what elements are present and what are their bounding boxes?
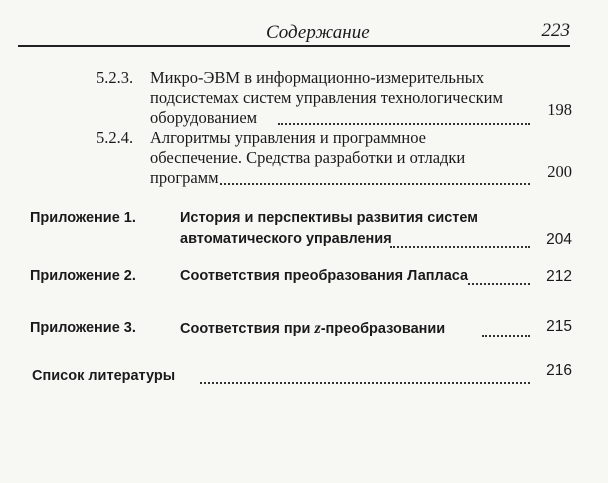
dot-leader [390, 246, 530, 248]
running-title: Содержание [266, 22, 370, 43]
page-ref: 198 [547, 100, 572, 119]
page-number: 223 [541, 20, 570, 41]
appendix-title [180, 318, 445, 340]
section-title [150, 68, 510, 128]
toc-entry-5-2-4[interactable] [96, 128, 572, 190]
section-number: 5.2.3. [96, 68, 134, 87]
appendix-title-line: История и перспективы развития систем [180, 210, 479, 226]
page-ref: 204 [546, 231, 572, 248]
dot-leader [200, 382, 530, 384]
page-header [18, 18, 570, 44]
dot-leader [278, 123, 530, 125]
appendix-title-line: автоматического управления [180, 231, 392, 247]
dot-leader [220, 183, 530, 185]
appendix-label: Приложение 1. [30, 210, 136, 226]
appendix-title: Соответствия преобразования Лапласа [180, 268, 469, 284]
toc-entry-appendix-1[interactable] [30, 208, 572, 254]
toc-entry-references[interactable] [32, 360, 572, 384]
header-rule [18, 45, 570, 47]
references-label: Список литературы [32, 368, 176, 384]
title-part: Соответствия при [180, 321, 315, 337]
title-part-italic: z [314, 320, 321, 337]
appendix-label: Приложение 3. [30, 320, 136, 336]
title-line: оборудованием [150, 108, 258, 127]
page-ref: 212 [546, 268, 572, 285]
title-part: -преобразовании [320, 321, 446, 337]
toc-entry-5-2-3[interactable] [96, 68, 572, 130]
toc-entry-appendix-2[interactable] [30, 266, 572, 290]
title-line: Алгоритмы управления и программное [150, 128, 426, 147]
page-ref: 216 [546, 362, 572, 379]
dot-leader [468, 283, 530, 285]
title-line: программ [150, 168, 219, 187]
title-line: подсистемах систем управления технологическим [150, 88, 503, 107]
section-title [150, 128, 510, 188]
appendix-label: Приложение 2. [30, 268, 136, 284]
title-line: Микро-ЭВМ в информационно-измерительных [150, 68, 485, 87]
dot-leader [482, 335, 530, 337]
page-ref: 200 [547, 162, 572, 181]
toc-entry-appendix-3[interactable] [30, 316, 572, 340]
title-line: обеспечение. Средства разработки и отладки [150, 148, 466, 167]
page-ref: 215 [546, 318, 572, 335]
section-number: 5.2.4. [96, 128, 134, 147]
